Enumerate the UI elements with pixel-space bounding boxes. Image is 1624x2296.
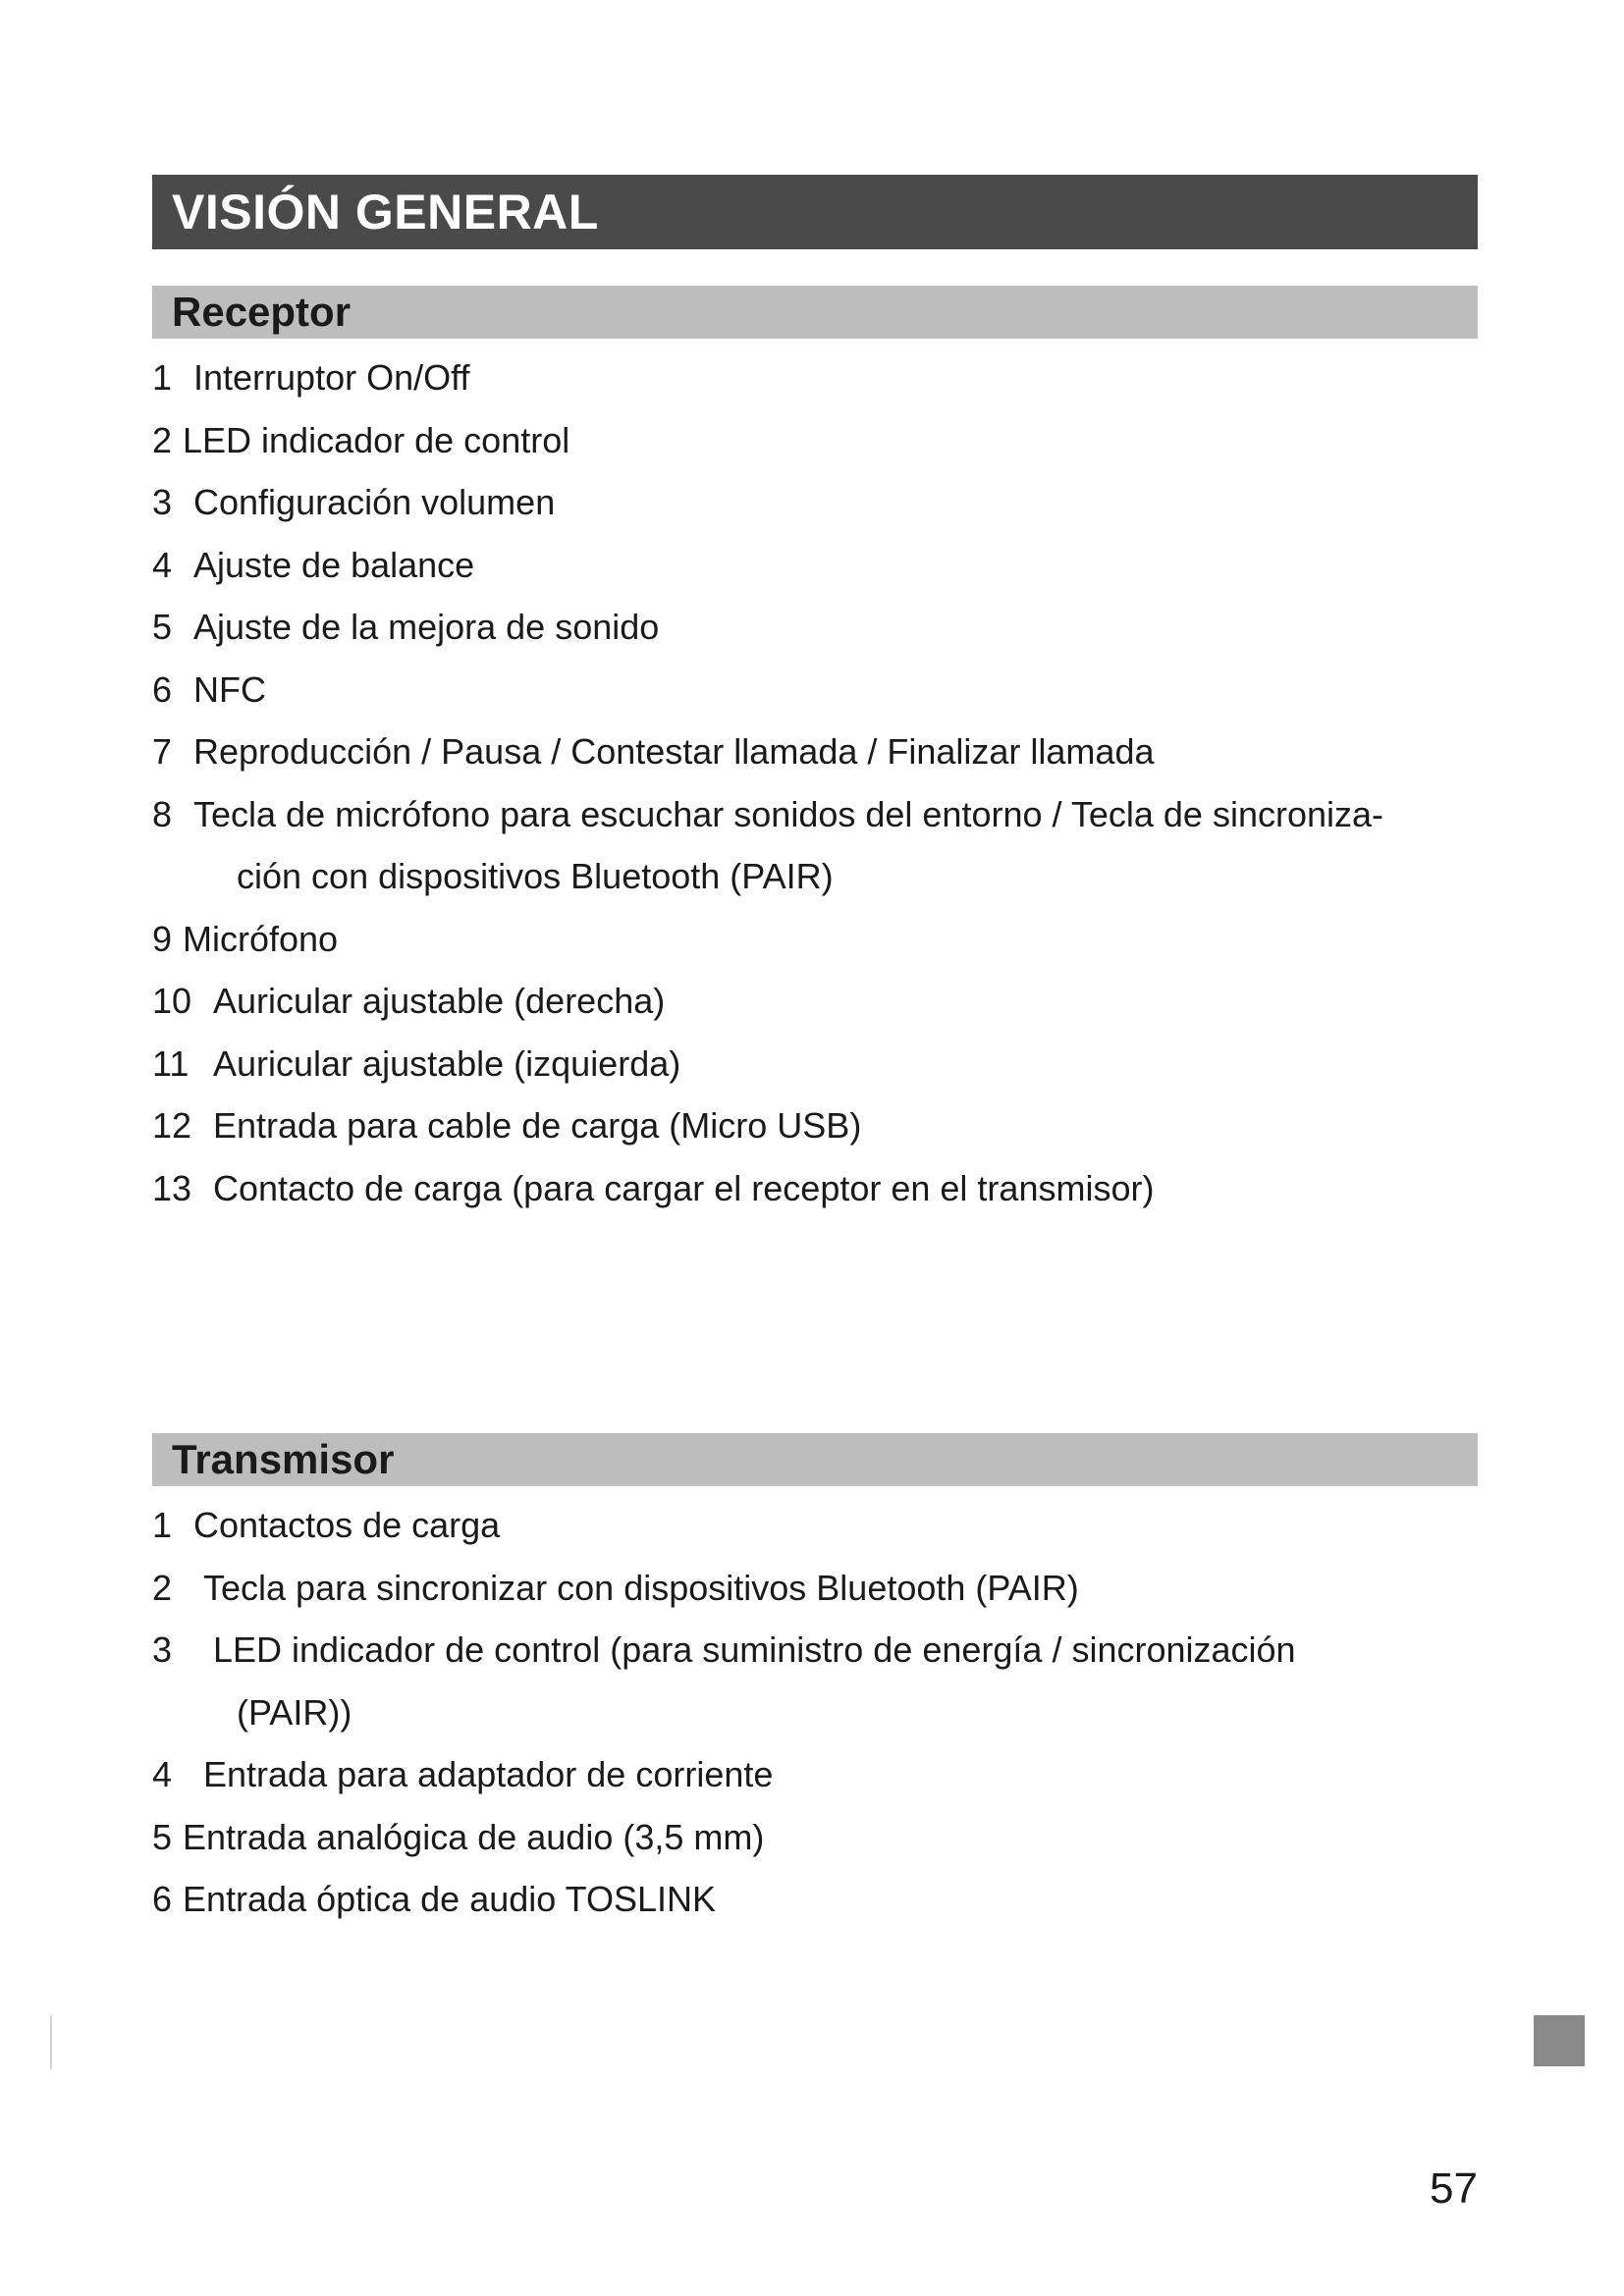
item-text: Contacto de carga (para cargar el receptor en el transmisor): [213, 1167, 1155, 1208]
margin-line: [50, 2015, 52, 2069]
item-text: Ajuste de balance: [193, 544, 475, 585]
list-item: [152, 1033, 1478, 1095]
item-text: Auricular ajustable (derecha): [213, 981, 666, 1021]
item-text-continuation: (PAIR)): [237, 1691, 352, 1733]
item-number: 11: [152, 1042, 189, 1084]
list-item: [152, 1743, 1478, 1806]
item-text: Reproducción / Pausa / Contestar llamada / Finalizar llamada: [193, 731, 1155, 772]
list-item: [152, 347, 1478, 409]
list-item: [152, 409, 1478, 472]
item-number: 8: [152, 793, 173, 834]
item-number: 7: [152, 731, 173, 772]
list-item: [152, 721, 1478, 783]
list-item: [152, 534, 1478, 597]
list-item: [152, 1494, 1478, 1557]
list-item: [152, 783, 1478, 846]
item-number: 5: [152, 1816, 173, 1857]
list-item-continuation: [152, 845, 1478, 908]
item-number: 4: [152, 544, 173, 585]
section-marker-tab: [1534, 2015, 1585, 2066]
item-text: Micrófono: [183, 918, 339, 959]
item-number: 2: [152, 419, 173, 460]
item-text: Entrada para cable de carga (Micro USB): [213, 1105, 862, 1146]
item-text: Auricular ajustable (izquierda): [213, 1042, 681, 1084]
item-number: 12: [152, 1105, 192, 1146]
item-number: 1: [152, 1505, 173, 1545]
list-item: [152, 970, 1478, 1033]
list-item: [152, 1806, 1478, 1869]
item-number: 4: [152, 1754, 173, 1794]
item-text: LED indicador de control (para suministro de energía / sincronización: [213, 1629, 1296, 1670]
item-text: LED indicador de control: [183, 419, 570, 460]
section-header-receptor: [152, 286, 1478, 339]
list-item: [152, 471, 1478, 534]
item-text: Entrada analógica de audio (3,5 mm): [183, 1816, 765, 1857]
list-item: [152, 908, 1478, 971]
item-number: 5: [152, 607, 173, 647]
item-number: 2: [152, 1567, 173, 1608]
section-title-transmisor: Transmisor: [172, 1436, 395, 1482]
item-text-continuation: ción con dispositivos Bluetooth (PAIR): [237, 856, 834, 896]
item-number: 3: [152, 482, 173, 522]
page-title: VISIÓN GENERAL: [172, 185, 599, 240]
list-item: [152, 1157, 1478, 1220]
list-item: [152, 659, 1478, 721]
item-text: Entrada para adaptador de corriente: [203, 1754, 774, 1794]
list-item: [152, 596, 1478, 659]
item-number: 6: [152, 1879, 173, 1919]
main-title-bar: [152, 175, 1478, 249]
item-text: Entrada óptica de audio TOSLINK: [183, 1879, 717, 1919]
list-item: [152, 1557, 1478, 1620]
item-text: Tecla de micrófono para escuchar sonidos del entorno / Tecla de sincroniza-: [193, 793, 1384, 834]
list-item: [152, 1619, 1478, 1682]
item-number: 6: [152, 668, 173, 710]
item-number: 10: [152, 981, 192, 1021]
item-number: 9: [152, 918, 173, 959]
section-header-transmisor: [152, 1433, 1478, 1486]
section-title-receptor: Receptor: [172, 289, 352, 335]
item-text: Tecla para sincronizar con dispositivos Bluetooth (PAIR): [203, 1567, 1079, 1608]
receptor-parts-list: [152, 347, 1478, 1219]
list-item-continuation: [152, 1682, 1478, 1744]
list-item: [152, 1095, 1478, 1157]
item-number: 3: [152, 1629, 173, 1670]
item-text: Contactos de carga: [193, 1505, 501, 1545]
item-text: NFC: [193, 668, 266, 710]
page-number: 57: [1430, 2164, 1478, 2213]
item-text: Configuración volumen: [193, 482, 556, 522]
item-number: 1: [152, 357, 173, 398]
list-item: [152, 1868, 1478, 1931]
item-text: Ajuste de la mejora de sonido: [193, 607, 660, 647]
item-number: 13: [152, 1167, 192, 1208]
item-text: Interruptor On/Off: [193, 357, 470, 398]
transmisor-parts-list: [152, 1494, 1478, 1931]
